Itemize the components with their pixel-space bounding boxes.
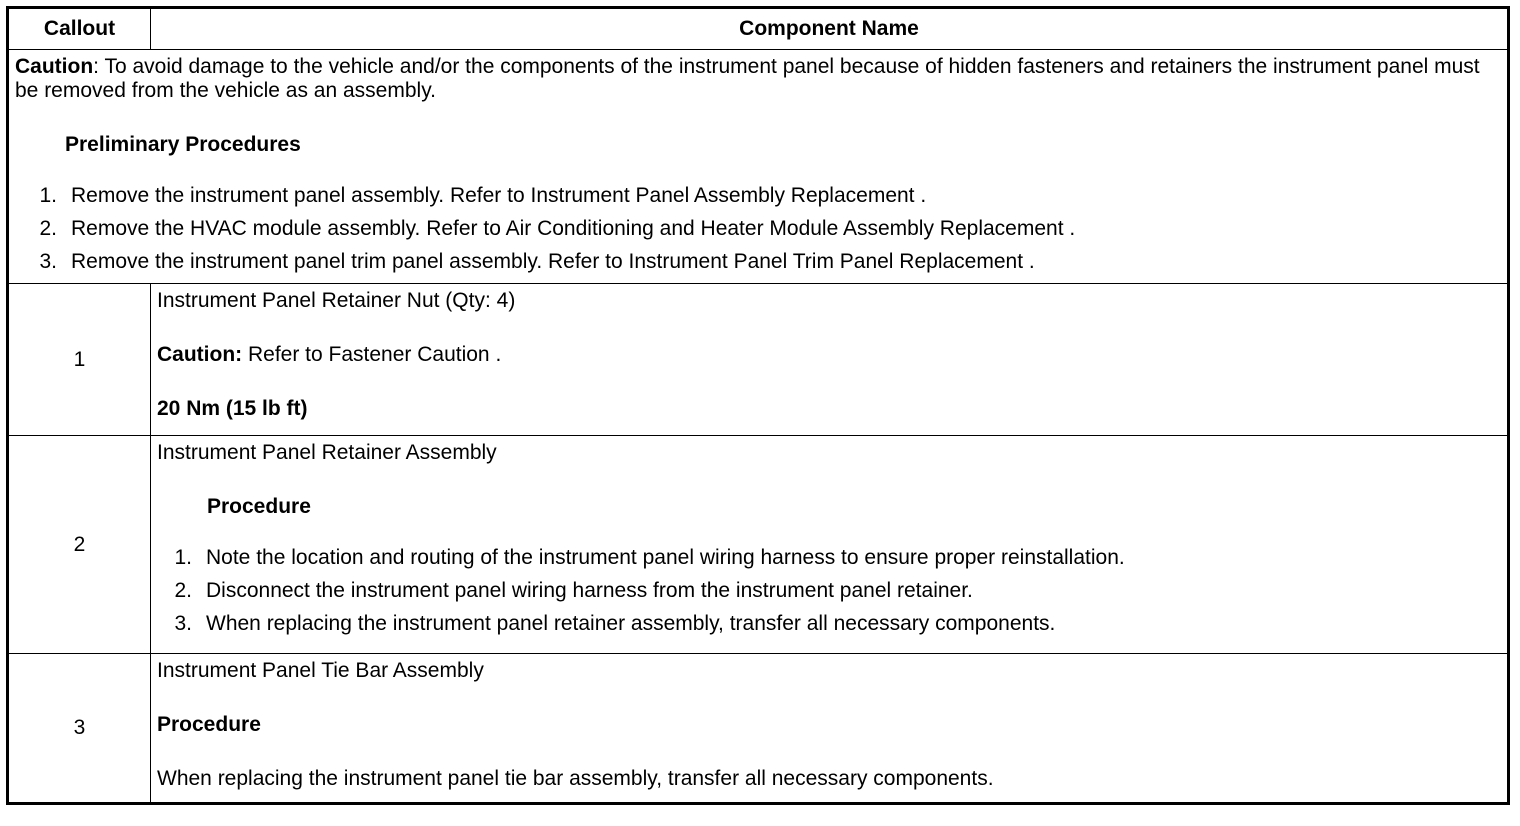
list-item: 2. Remove the HVAC module assembly. Refer to Air Conditioning and Heater Module Assembly Replacement . xyxy=(39,216,1076,240)
table-row xyxy=(8,284,1509,436)
intro-cell xyxy=(8,50,1509,284)
list-item: 3. When replacing the instrument panel retainer assembly, transfer all necessary components. xyxy=(174,611,1056,635)
component-name: Instrument Panel Tie Bar Assembly xyxy=(157,659,484,682)
callout-number: 1 xyxy=(8,284,151,436)
procedure-title: Procedure xyxy=(157,713,261,736)
preliminary-procedures-title: Preliminary Procedures xyxy=(65,133,301,156)
callout-number: 3 xyxy=(8,654,151,804)
procedure-text: When replacing the instrument panel tie bar assembly, transfer all necessary components. xyxy=(157,767,994,790)
component-name: Instrument Panel Retainer Nut (Qty: 4) xyxy=(157,289,516,312)
list-item: 1. Note the location and routing of the instrument panel wiring harness to ensure proper reinstallation. xyxy=(174,545,1125,569)
list-item: 3. Remove the instrument panel trim panel assembly. Refer to Instrument Panel Trim Panel Replacement . xyxy=(39,249,1035,273)
procedure-title: Procedure xyxy=(207,495,311,518)
header-row xyxy=(8,8,1509,50)
callout-table xyxy=(6,6,1510,805)
component-cell xyxy=(151,284,1509,436)
list-item: 2. Disconnect the instrument panel wiring harness from the instrument panel retainer. xyxy=(174,578,973,602)
caution-label: Caution xyxy=(15,55,94,78)
component-cell xyxy=(151,654,1509,804)
intro-caution xyxy=(15,55,1501,103)
fastener-caution: Caution: Refer to Fastener Caution . xyxy=(157,343,502,366)
component-name-column-header: Component Name xyxy=(151,8,1509,50)
callout-column-header: Callout xyxy=(8,8,151,50)
component-cell xyxy=(151,436,1509,654)
intro-row xyxy=(8,50,1509,284)
list-item: 1. Remove the instrument panel assembly. Refer to Instrument Panel Assembly Replacement . xyxy=(39,183,927,207)
torque-spec: 20 Nm (15 lb ft) xyxy=(157,397,308,420)
table-row xyxy=(8,654,1509,804)
procedure-steps-list xyxy=(157,541,1501,640)
caution-text: : To avoid damage to the vehicle and/or the components of the instrument panel because of hidden fasteners and retainers the instrument panel must be removed from the vehicle as an assembly. xyxy=(15,55,1480,102)
component-name: Instrument Panel Retainer Assembly xyxy=(157,441,497,464)
table-row xyxy=(8,436,1509,654)
callout-number: 2 xyxy=(8,436,151,654)
preliminary-steps-list xyxy=(15,179,1501,278)
